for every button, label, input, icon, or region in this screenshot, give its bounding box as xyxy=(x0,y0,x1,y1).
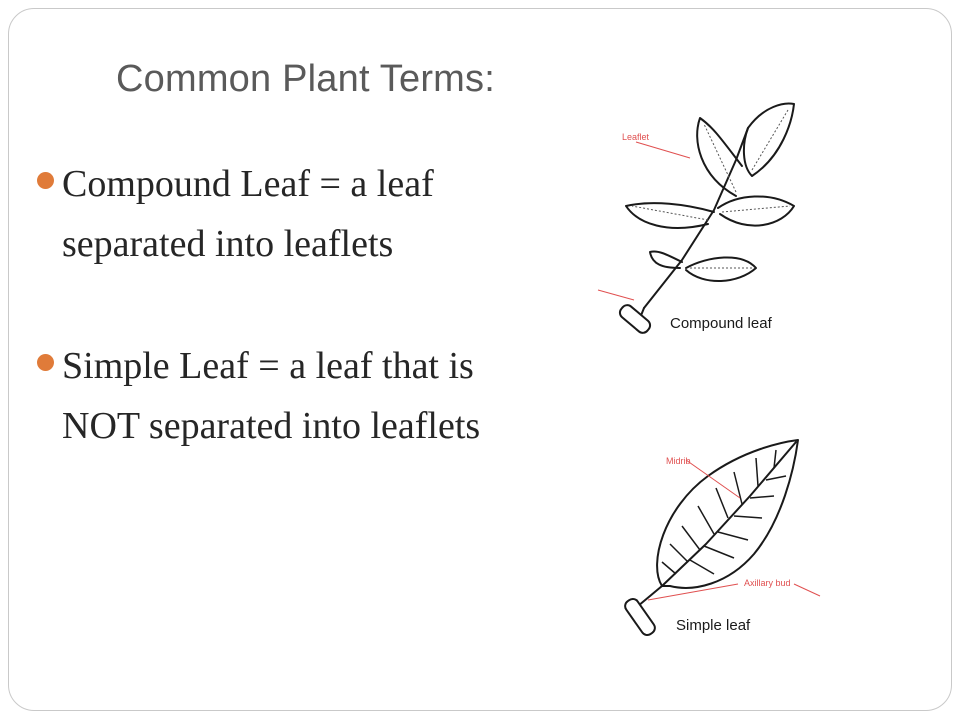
compound-leaf-illustration xyxy=(596,100,816,355)
bullet-item-simple xyxy=(34,336,504,456)
bullet-text: Compound Leaf = a leaf separated into leaflets xyxy=(62,163,434,265)
bullet-dot xyxy=(37,354,54,371)
simple-leaf-caption: Simple leaf xyxy=(676,617,751,634)
bullet-item-compound xyxy=(34,154,504,274)
bullet-list xyxy=(34,154,504,456)
slide-title: Common Plant Terms: xyxy=(116,58,495,100)
leaflet-callout-label: Leaflet xyxy=(622,132,650,142)
simple-stem-stump xyxy=(623,597,657,638)
axillary-bud-callout-label: Axillary bud xyxy=(744,578,791,588)
simple-leaf-illustration xyxy=(610,436,830,648)
bullet-text: Simple Leaf = a leaf that is NOT separated into leaflets xyxy=(62,345,481,447)
bullet-dot xyxy=(37,172,54,189)
compound-stem-stump xyxy=(617,303,652,336)
midrib-callout-label: Midrib xyxy=(666,456,691,466)
compound-leaf-caption: Compound leaf xyxy=(670,315,772,332)
